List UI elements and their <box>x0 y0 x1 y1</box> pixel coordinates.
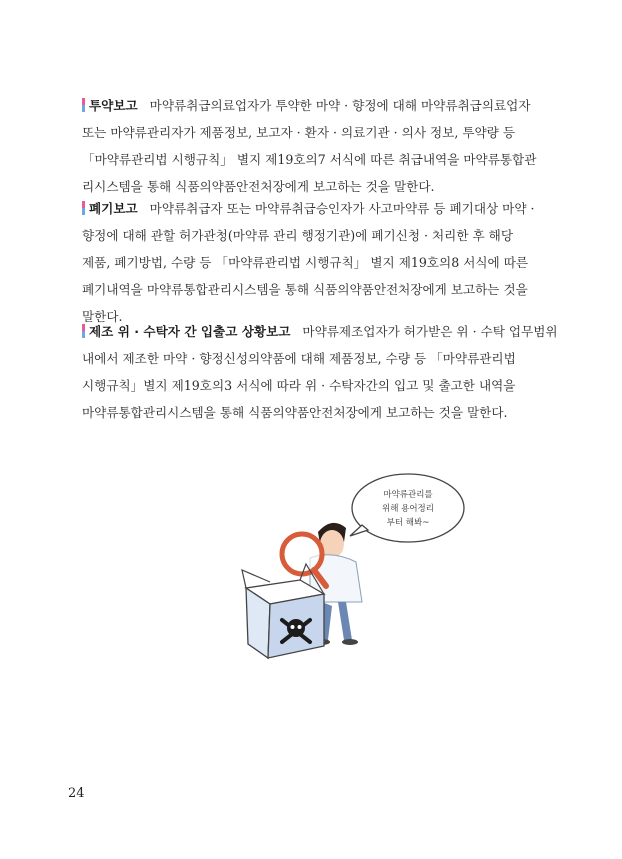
speech-text: 부터 해봐~ <box>386 518 430 528</box>
term-title: 투약보고 <box>89 98 138 113</box>
definition-line: 내에서 제조한 마약 · 향정신성의약품에 대해 제품정보, 수량 등 「마약류관리법 <box>82 351 516 366</box>
speech-bubble <box>350 474 464 542</box>
definition-line: 마약류통합관리시스템을 통해 식품의약품안전처장에게 보고하는 것을 말한다. <box>82 405 508 420</box>
bullet-marker <box>82 98 85 112</box>
bullet-marker <box>82 324 85 338</box>
definition-line: 제품, 폐기방법, 수량 등 「마약류관리법 시행규칙」 별지 제19호의8 서식에 따른 <box>82 255 529 270</box>
speech-text: 위해 용어정리 <box>382 504 434 514</box>
definition-line: 폐기내역을 마약류통합관리시스템을 통해 식품의약품안전처장에게 보고하는 것을 <box>82 282 528 297</box>
definition-line: 마약류취급자 또는 마약류취급승인자가 사고마약류 등 폐기대상 마약 · <box>149 201 535 216</box>
entry-manufacturing-report <box>82 318 558 426</box>
definition-line: 리시스템을 통해 식품의약품안전처장에게 보고하는 것을 말한다. <box>82 179 435 194</box>
definition-line: 마약류취급의료업자가 투약한 마약 · 향정에 대해 마약류취급의료업자 <box>149 98 531 113</box>
definition-line: 말한다. <box>82 309 123 324</box>
entry-disposal-report <box>82 195 546 330</box>
term-title: 제조 위 · 수탁자 간 입출고 상황보고 <box>89 324 291 339</box>
definition-line: 또는 마약류관리자가 제품정보, 보고자 · 환자 · 의료기관 · 의사 정보, 투약량 등 <box>82 125 516 140</box>
term-title: 폐기보고 <box>89 201 138 216</box>
entry-administration-report <box>82 92 546 200</box>
magnifying-glass-icon <box>282 534 326 586</box>
bullet-marker <box>82 201 85 215</box>
definition-line: 「마약류관리법 시행규칙」 별지 제19호의7 서식에 따른 취급내역을 마약류통합관 <box>82 152 537 167</box>
speech-text: 마약류관리를 <box>383 490 433 500</box>
page-number: 24 <box>68 786 85 801</box>
definition-line: 시행규칙」별지 제19호의3 서식에 따라 위 · 수탁자간의 입고 및 출고한 내역을 <box>82 378 516 393</box>
cartoon-illustration <box>240 470 470 665</box>
definition-line: 향정에 대해 관할 허가관청(마약류 관리 행정기관)에 폐기신청 · 처리한 후 해당 <box>82 228 513 243</box>
definition-line: 마약류제조업자가 허가받은 위 · 수탁 업무범위 <box>302 324 558 339</box>
